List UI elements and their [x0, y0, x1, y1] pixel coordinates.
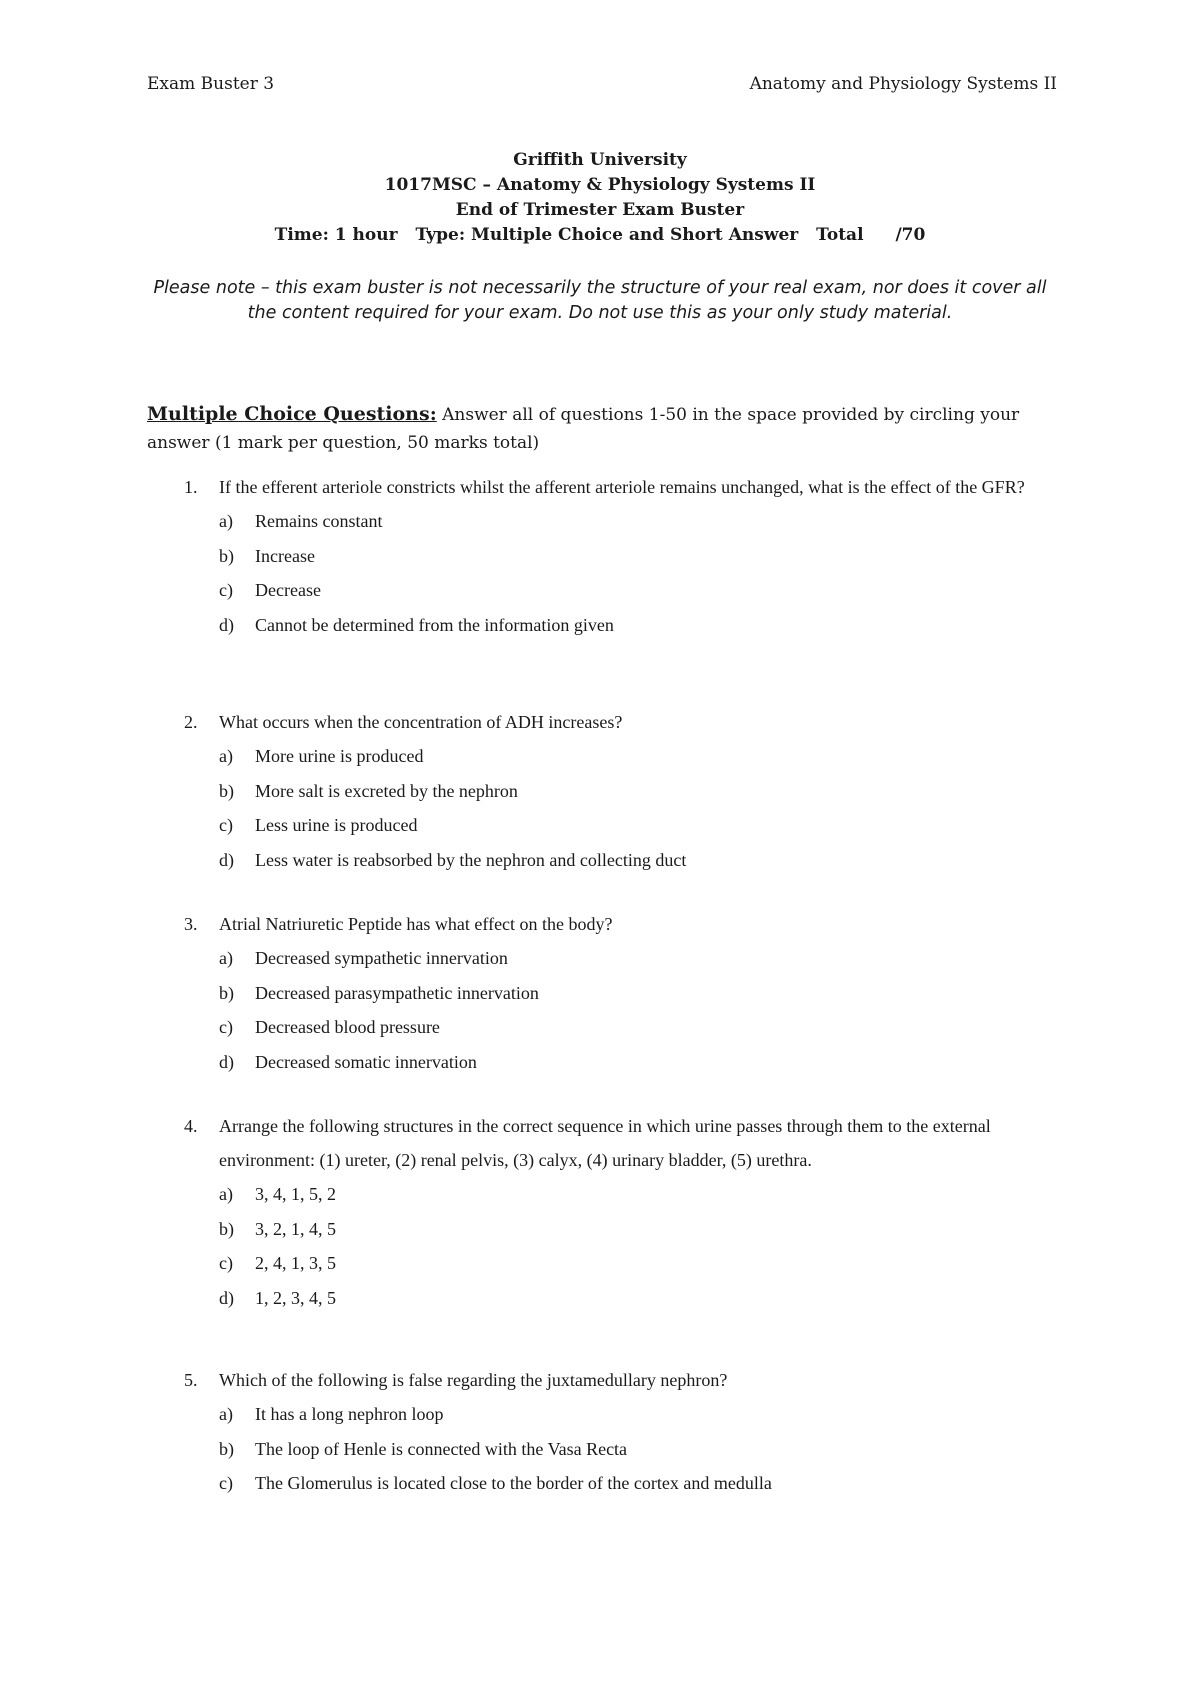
question-number: 1.: [184, 477, 198, 497]
question-text: Atrial Natriuretic Peptide has what effect on the body?: [219, 914, 613, 934]
exam-type: Type: Multiple Choice and Short Answer: [415, 225, 799, 245]
option-a[interactable]: a) 3, 4, 1, 5, 2: [219, 1184, 336, 1204]
option-c[interactable]: c) Decreased blood pressure: [219, 1017, 440, 1037]
option-b[interactable]: b) The loop of Henle is connected with the Vasa Recta: [219, 1438, 628, 1459]
option-a[interactable]: a) Decreased sympathetic innervation: [219, 948, 508, 968]
question-1: [184, 470, 1064, 642]
option-c[interactable]: c) Less urine is produced: [219, 815, 418, 835]
question-text: Arrange the following structures in the correct sequence in which urine passes through them to the external environment: (1) ureter, (2) renal pelvis, (3) calyx, (4) urinary bladder, (5) urethra.: [219, 1116, 991, 1170]
option-a[interactable]: a) More urine is produced: [219, 746, 424, 766]
option-a[interactable]: a) Remains constant: [219, 511, 383, 531]
exam-total-marks: /70: [895, 225, 926, 245]
option-d[interactable]: d) Decreased somatic innervation: [219, 1051, 477, 1072]
question-text: Which of the following is false regarding the juxtamedullary nephron?: [219, 1370, 728, 1390]
question-3: [184, 907, 1064, 1079]
question-2: [184, 705, 1064, 877]
option-c[interactable]: c) 2, 4, 1, 3, 5: [219, 1253, 336, 1273]
disclaimer-note: Please note – this exam buster is not necessarily the structure of your real exam, nor does it cover all the content required for your exam. Do not use this as your only study material.: [153, 278, 1047, 323]
question-5: [184, 1363, 1064, 1501]
option-c[interactable]: c) The Glomerulus is located close to the border of the cortex and medulla: [219, 1473, 772, 1493]
option-c[interactable]: c) Decrease: [219, 580, 321, 600]
option-d[interactable]: d) Less water is reabsorbed by the nephron and collecting duct: [219, 849, 687, 870]
exam-time: Time: 1 hour: [274, 225, 398, 245]
question-text: What occurs when the concentration of ADH increases?: [219, 712, 623, 732]
header-right: Anatomy and Physiology Systems II: [749, 74, 1057, 94]
question-number: 2.: [184, 712, 198, 732]
university-name: Griffith University: [513, 150, 687, 170]
option-b[interactable]: b) Increase: [219, 545, 315, 566]
option-d[interactable]: d) 1, 2, 3, 4, 5: [219, 1287, 336, 1308]
option-d[interactable]: d) Cannot be determined from the information given: [219, 614, 614, 635]
header-left: Exam Buster 3: [147, 74, 275, 94]
option-b[interactable]: b) 3, 2, 1, 4, 5: [219, 1218, 336, 1239]
option-a[interactable]: a) It has a long nephron loop: [219, 1404, 444, 1424]
option-b[interactable]: b) Decreased parasympathetic innervation: [219, 982, 539, 1003]
option-b[interactable]: b) More salt is excreted by the nephron: [219, 780, 518, 801]
course-title: 1017MSC – Anatomy & Physiology Systems II: [384, 175, 816, 195]
mc-instructions: Answer all of questions 1-50 in the space provided by circling your answer (1 mark per question, 50 marks total): [147, 405, 1020, 453]
exam-details: [0, 223, 1200, 248]
question-number: 3.: [184, 914, 198, 934]
question-number: 4.: [184, 1116, 198, 1136]
question-4: [184, 1109, 1064, 1315]
exam-total-label: Total: [816, 225, 864, 245]
mc-intro: [147, 400, 1057, 457]
exam-title: End of Trimester Exam Buster: [455, 200, 745, 220]
mc-heading: Multiple Choice Questions:: [147, 403, 437, 425]
question-number: 5.: [184, 1370, 198, 1390]
question-text: If the efferent arteriole constricts whilst the afferent arteriole remains unchanged, what is the effect of the GFR?: [219, 477, 1025, 497]
title-block: [0, 148, 1200, 248]
